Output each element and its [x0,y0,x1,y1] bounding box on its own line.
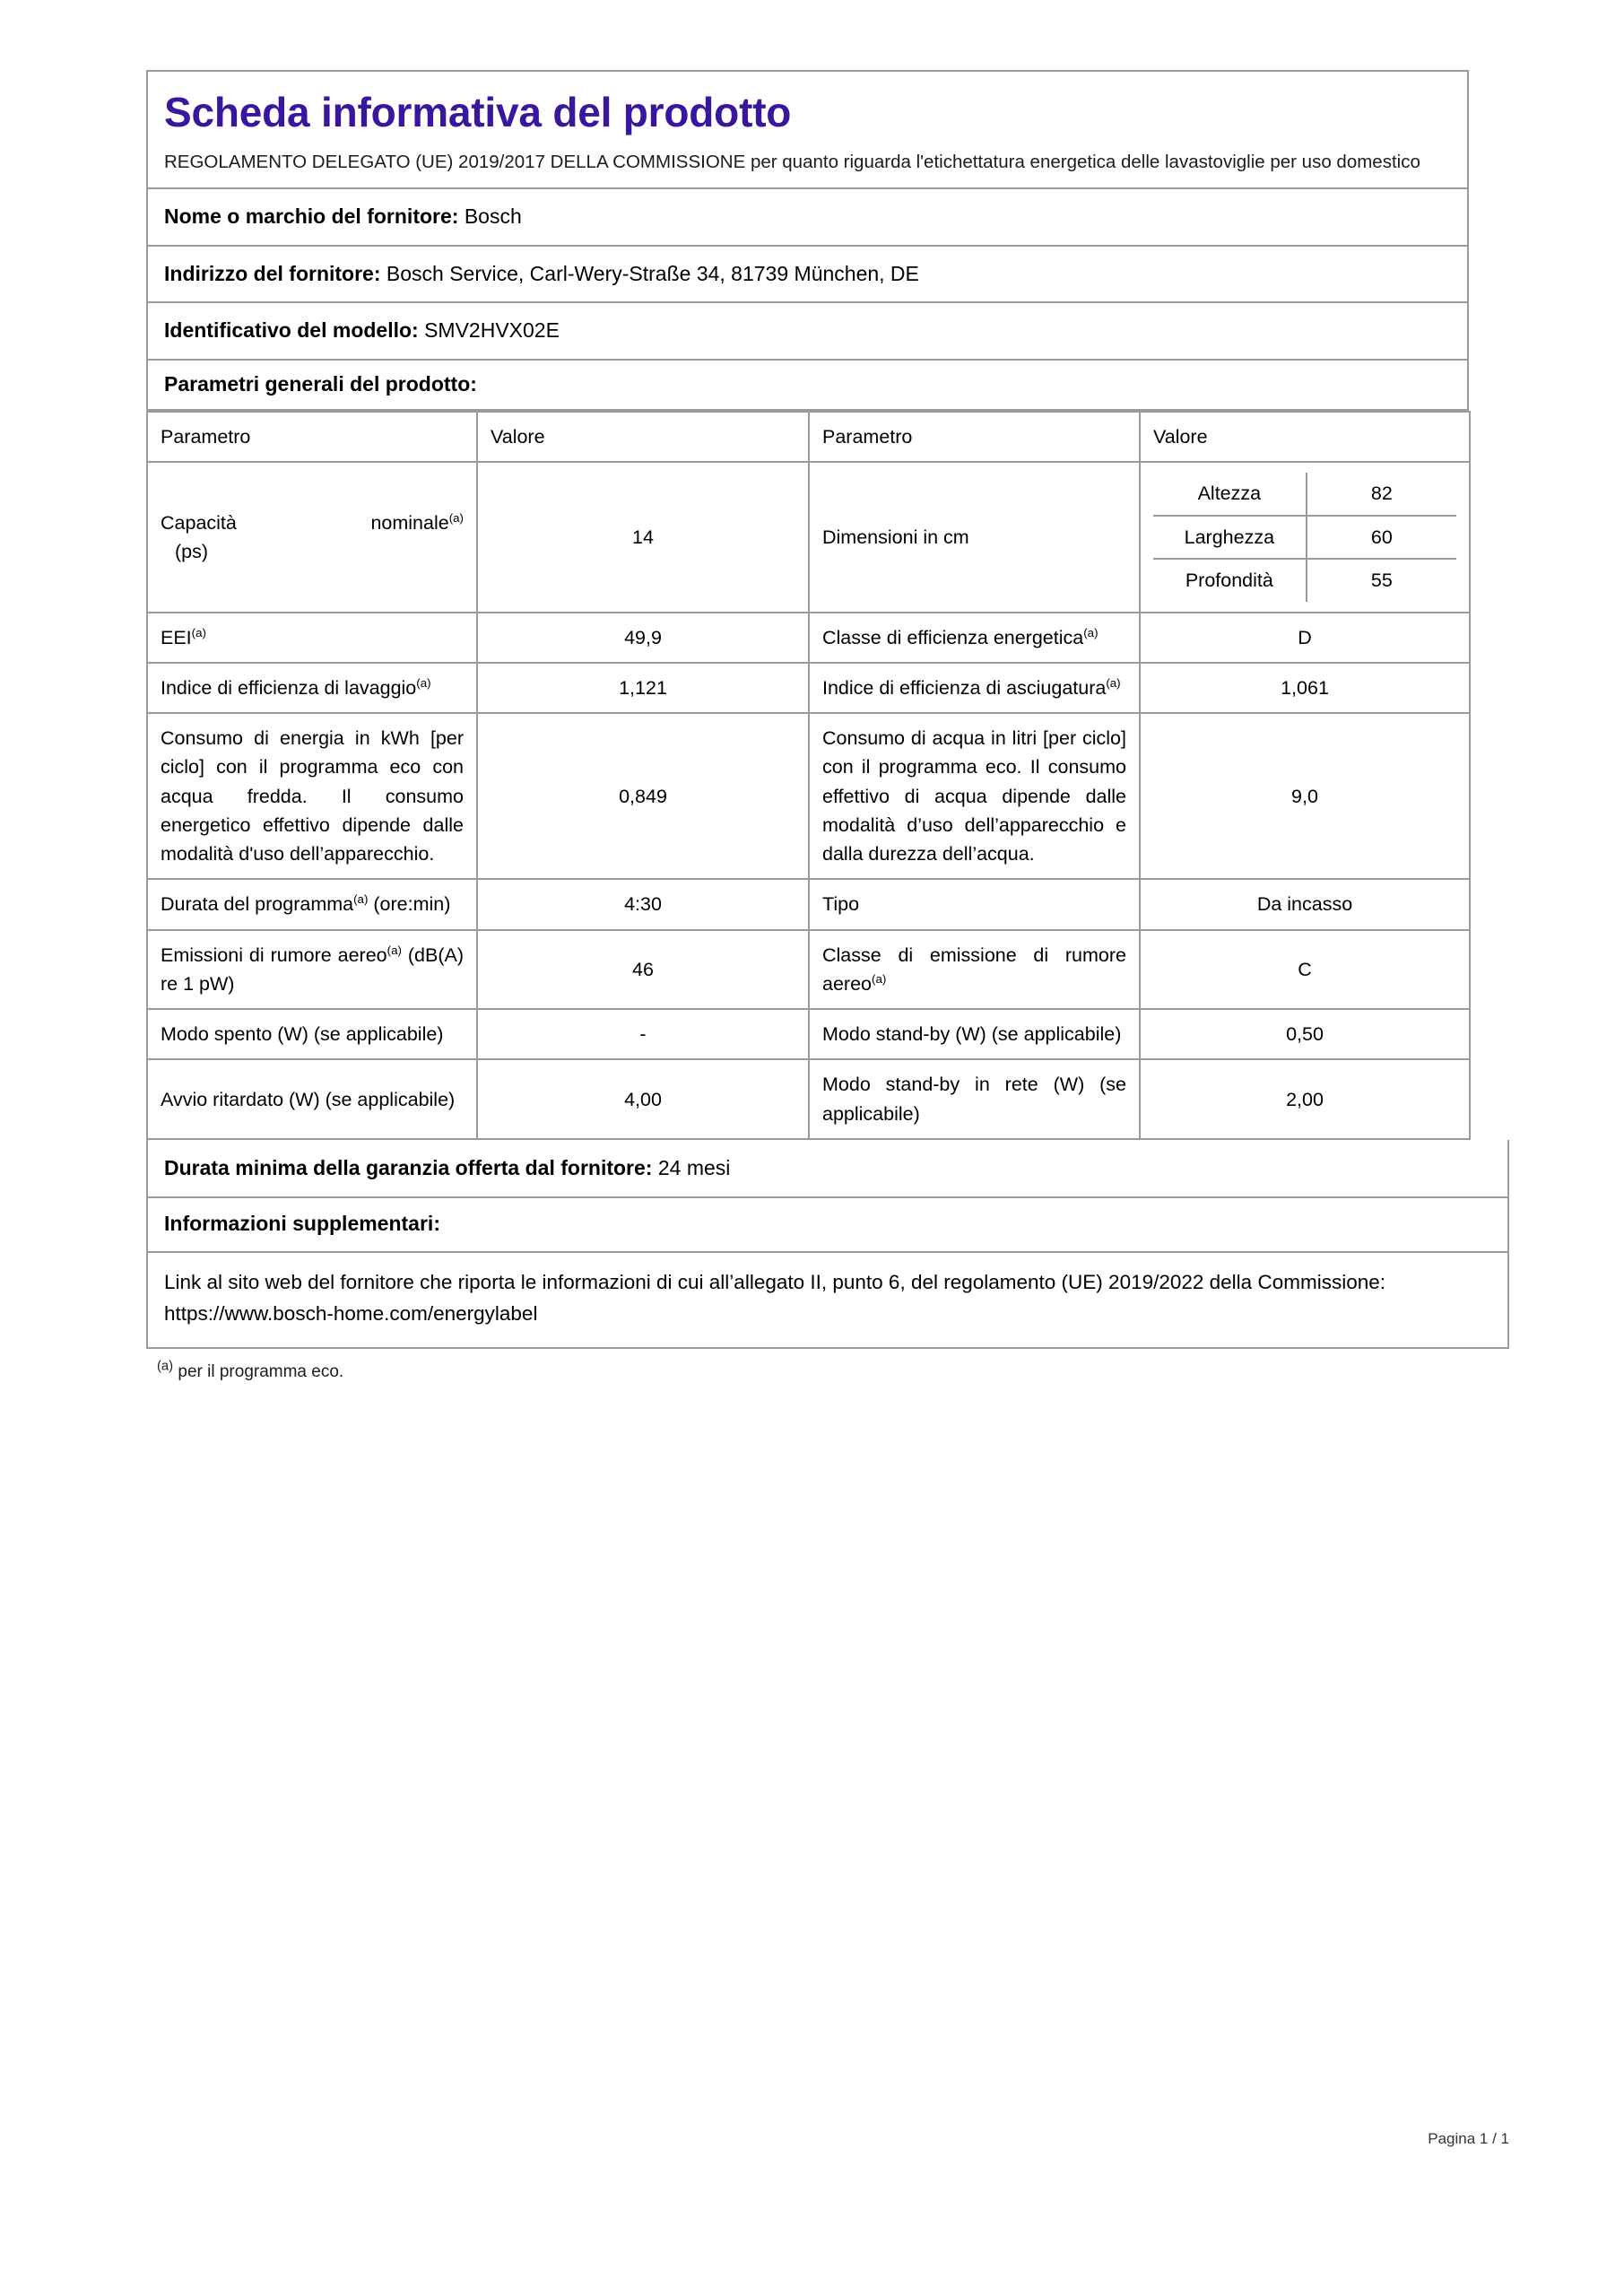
header-parameter-left: Parametro [147,412,477,462]
dimension-row-depth [1153,559,1456,602]
energy-consumption-label: Consumo di energia in kWh [per ciclo] con il programma eco con acqua fredda. Il consumo energetico effettivo dipende dalle modalità d'uso dell’apparecchio. [147,713,477,879]
capacity-unit: (ps) [175,540,209,562]
dimension-value-height: 82 [1307,473,1456,516]
header-value-right: Valore [1140,412,1470,462]
delay-start-label: Avvio ritardato (W) (se applicabile) [147,1059,477,1139]
noise-class-footnote-marker: (a) [872,971,887,986]
noise-label: Emissioni di rumore aereo [161,944,387,966]
noise-class-label: Classe di emissione di rumore aereo [822,944,1126,995]
sheet-tail [146,1140,1509,1349]
dimensions-subtable-host [1140,462,1470,613]
supplier-name-row [148,189,1467,247]
dry-index-label-cell [809,663,1140,713]
eei-label-cell [147,613,477,663]
eei-value: 49,9 [477,613,809,663]
wash-index-label: Indice di efficienza di lavaggio [161,676,417,699]
general-parameters-heading: Parametri generali del prodotto: [148,361,1467,411]
supplier-website-row [148,1253,1507,1348]
energy-class-value: D [1140,613,1470,663]
dry-index-label: Indice di efficienza di asciugatura [822,676,1107,699]
footnote-marker: (a) [157,1359,174,1374]
capacity-footnote-marker: (a) [448,510,464,525]
supplier-name-value: Bosch [464,204,522,229]
capacity-label-cell [147,462,477,613]
energy-class-label: Classe di efficienza energetica [822,626,1084,648]
eei-label: EEI [161,626,192,648]
model-identifier-row [148,303,1467,361]
standby-mode-value: 0,50 [1140,1009,1470,1059]
dry-index-footnote-marker: (a) [1106,675,1121,690]
noise-class-value: C [1140,930,1470,1010]
footnote [146,1361,1509,1385]
warranty-value: 24 mesi [657,1155,731,1179]
program-duration-value: 4:30 [477,879,809,929]
dimension-value-width: 60 [1307,516,1456,560]
dimensions-label: Dimensioni in cm [809,462,1140,613]
capacity-value: 14 [477,462,809,613]
noise-label-cell [147,930,477,1010]
noise-value: 46 [477,930,809,1010]
model-identifier-value: SMV2HVX02E [424,318,560,343]
energy-consumption-value: 0,849 [477,713,809,879]
delay-start-value: 4,00 [477,1059,809,1139]
wash-index-value: 1,121 [477,663,809,713]
table-row-delay-network [147,1059,1470,1139]
header-value-left: Valore [477,412,809,462]
table-row-duration-type [147,879,1470,929]
header-parameter-right: Parametro [809,412,1140,462]
type-label: Tipo [809,879,1140,929]
table-row-capacity-dimensions [147,462,1470,613]
supplier-address-label: Indirizzo del fornitore: [164,261,381,285]
dimensions-table [1153,473,1456,602]
water-consumption-value: 9,0 [1140,713,1470,879]
wash-index-footnote-marker: (a) [416,675,431,690]
energy-class-label-cell [809,613,1140,663]
warranty-label: Durata minima della garanzia offerta dal fornitore: [164,1155,653,1179]
page-title: Scheda informativa del prodotto [164,89,792,135]
noise-unit: (dB(A) re 1 pW) [161,944,464,995]
supplier-address-row [148,247,1467,304]
table-row-noise [147,930,1470,1010]
capacity-label: Capacità nominale [161,511,449,534]
dimension-name-depth: Profondità [1153,559,1307,602]
additional-information-heading: Informazioni supplementari: [148,1198,1507,1253]
program-duration-label: Durata del programma [161,893,354,916]
eei-footnote-marker: (a) [191,625,206,639]
wash-index-label-cell [147,663,477,713]
off-mode-value: - [477,1009,809,1059]
off-mode-label: Modo spento (W) (se applicabile) [147,1009,477,1059]
program-duration-label-cell [147,879,477,929]
supplier-name-label: Nome o marchio del fornitore: [164,204,459,229]
footnote-text: per il programma eco. [178,1361,344,1381]
standby-mode-label: Modo stand-by (W) (se applicabile) [809,1009,1140,1059]
page-number-footer: Pagina 1 / 1 [1428,2130,1509,2147]
dimension-value-depth: 55 [1307,559,1456,602]
product-sheet-frame [146,70,1469,411]
dimension-row-width [1153,516,1456,560]
type-value: Da incasso [1140,879,1470,929]
dimension-name-width: Larghezza [1153,516,1307,560]
supplier-website-url[interactable]: https://www.bosch-home.com/energylabel [164,1301,538,1325]
regulation-subtitle: REGOLAMENTO DELEGATO (UE) 2019/2017 DELLA COMMISSIONE per quanto riguarda l'etichettatura energetica delle lavastoviglie per uso domestico [164,152,1420,173]
dry-index-value: 1,061 [1140,663,1470,713]
network-standby-value: 2,00 [1140,1059,1470,1139]
water-consumption-label: Consumo di acqua in litri [per ciclo] con il programma eco. Il consumo effettivo di acqua dipende dalle modalità d’uso dell’apparecchio e dalla durezza dell’acqua. [809,713,1140,879]
dimension-name-height: Altezza [1153,473,1307,516]
supplier-website-text: Link al sito web del fornitore che riporta le informazioni di cui all’allegato II, punto 6, del regolamento (UE) 2019/2022 della Commissione: [164,1271,1385,1294]
general-parameters-table [146,411,1471,1140]
energy-class-footnote-marker: (a) [1083,625,1099,639]
noise-class-label-cell [809,930,1140,1010]
table-row-off-standby [147,1009,1470,1059]
table-header-row [147,412,1470,462]
table-row-eei-energy-class [147,613,1470,663]
supplier-address-value: Bosch Service, Carl-Wery-Straße 34, 81739 München, DE [386,261,919,285]
dimension-row-height [1153,473,1456,516]
title-band [148,72,1467,189]
warranty-row [148,1140,1507,1199]
network-standby-label: Modo stand-by in rete (W) (se applicabile) [809,1059,1140,1139]
program-duration-unit: (ore:min) [373,893,451,916]
table-row-consumption [147,713,1470,879]
program-duration-footnote-marker: (a) [353,892,369,907]
table-row-wash-dry-index [147,663,1470,713]
noise-footnote-marker: (a) [386,943,402,957]
model-identifier-label: Identificativo del modello: [164,318,419,343]
